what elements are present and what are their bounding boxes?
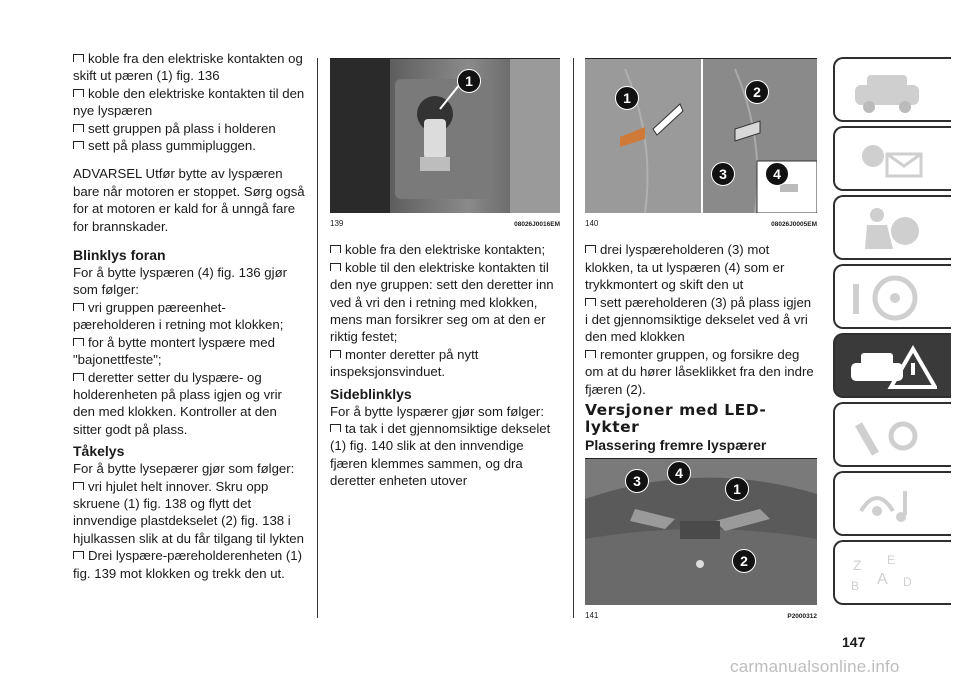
list-item: ta tak i det gjennomsiktige dekselet (1) fig. 140 slik at den innvendige fjæren klemmes sammen, og dra deretter enheten utover	[330, 421, 551, 489]
callout-4: 4	[765, 162, 789, 186]
list-item: drei lyspæreholderen (3) mot klokken, ta ut lyspæren (4) som er trykkmontert og skift den ut	[585, 242, 785, 293]
callout-1: 1	[725, 477, 749, 501]
figure-code: 08026J0005EM	[771, 221, 817, 228]
list-item: koble til den elektriske kontakten til den nye gruppen: sett den deretter inn ved å vri den i retning med klokken, mens man forsikrer seg om at den er riktig festet;	[330, 259, 554, 345]
callout-1: 1	[457, 69, 481, 93]
svg-text:D: D	[903, 575, 912, 589]
tab-warning-lights[interactable]	[833, 126, 951, 191]
callout-3: 3	[711, 162, 735, 186]
list-item: for å bytte montert lyspære med "bajonettfeste";	[73, 334, 275, 368]
figure-caption	[330, 215, 560, 233]
list-item: koble fra den elektriske kontakten;	[330, 241, 560, 258]
car-breakdown-warning-icon	[847, 343, 937, 391]
column-divider	[317, 58, 318, 618]
warning-light-message-icon	[847, 136, 937, 184]
svg-text:A: A	[877, 571, 888, 588]
list-item: Drei lyspære-pæreholderenheten (1) fig. 139 mot klokken og trekk den ut.	[73, 548, 303, 581]
callout-3: 3	[625, 469, 649, 493]
figure-caption	[585, 215, 817, 233]
heading-sideblinklys: Sideblinklys	[330, 385, 412, 402]
figure-caption	[585, 607, 817, 625]
heading-blinklys-foran: Blinklys foran	[73, 247, 166, 264]
tab-safety[interactable]	[833, 195, 951, 260]
svg-text:E: E	[887, 553, 896, 567]
list-item: vri gruppen pæreenhet-pæreholderen i retning mot klokken;	[73, 299, 284, 333]
alphabetical-index-icon	[847, 550, 937, 598]
list-item: sett på plass gummipluggen.	[73, 137, 305, 154]
column-divider	[573, 58, 574, 618]
paragraph: For å bytte lysepærer gjør som følger:	[73, 461, 295, 477]
maintenance-tools-icon	[847, 412, 937, 460]
list-item: monter deretter på nytt inspeksjonsvinduet.	[330, 346, 479, 380]
airbag-safety-icon	[847, 205, 937, 253]
figure-code: 08026J0016EM	[514, 221, 560, 228]
tab-starting-driving[interactable]	[833, 264, 951, 329]
figure-number: 139	[330, 219, 344, 228]
warning-text: ADVARSEL Utfør bytte av lyspæren bare når motoren er stoppet. Sørg også for at motoren er kald for å unngå fare for brannskader.	[73, 166, 305, 234]
list-item: koble den elektriske kontakten til den nye lyspæren	[73, 85, 305, 119]
callout-1: 1	[615, 86, 639, 110]
chapter-tabs	[833, 57, 951, 609]
paragraph: For å bytte lyspærer gjør som følger:	[330, 403, 544, 419]
column-1	[73, 50, 305, 582]
tab-maintenance[interactable]	[833, 402, 951, 467]
callout-2: 2	[732, 549, 756, 573]
svg-text:Z: Z	[853, 557, 862, 573]
tab-index[interactable]	[833, 540, 951, 605]
figure-code: P2000312	[787, 613, 817, 621]
list-item: sett pæreholderen (3) på plass igjen i det gjennomsiktige dekselet ved å vri den med klokken	[585, 294, 812, 345]
figure-number: 141	[585, 611, 599, 621]
list-item: remonter gruppen, og forsikre deg om at du hører låseklikket fra den indre fjæren (2).	[585, 346, 814, 397]
figure-139	[330, 58, 560, 213]
fig139-illustration	[330, 59, 560, 213]
fig141-illustration	[585, 459, 817, 605]
steering-key-icon	[847, 274, 937, 322]
svg-text:B: B	[851, 579, 860, 593]
column-3	[585, 58, 817, 633]
multimedia-icon	[847, 481, 937, 529]
watermark: carmanualsonline.info	[730, 657, 900, 676]
list-item: deretter setter du lyspære- og holderenheten på plass igjen og vrir den med klokken. Kontroller at den sitter godt på plass.	[73, 369, 282, 437]
tab-multimedia[interactable]	[833, 471, 951, 536]
callout-2: 2	[745, 80, 769, 104]
tab-emergency[interactable]	[833, 333, 951, 398]
tab-dashboard[interactable]	[833, 57, 951, 122]
list-item: vri hjulet helt innover. Skru opp skruene (1) fig. 138 og flytt det innvendige plastdekselet (2) fig. 138 i hjulkassen slik at du får tilgang til lykten	[73, 478, 304, 546]
list-item: sett gruppen på plass i holderen	[73, 120, 305, 137]
car-dashboard-icon	[847, 67, 937, 115]
column-2	[330, 58, 560, 490]
list-item: koble fra den elektriske kontakten og skift ut pæren (1) fig. 136	[73, 51, 303, 84]
figure-141	[585, 458, 817, 605]
callout-4: 4	[667, 461, 691, 485]
page-number: 147	[842, 634, 866, 650]
figure-140	[585, 58, 817, 213]
heading-plassering: Plassering fremre lyspærer	[585, 437, 767, 454]
heading-versjoner-led: Versjoner med LED-lykter	[585, 401, 767, 437]
figure-number: 140	[585, 219, 599, 228]
fig140-illustration	[585, 59, 817, 213]
heading-takelys: Tåkelys	[73, 443, 125, 460]
paragraph: For å bytte lyspæren (4) fig. 136 gjør som følger:	[73, 265, 288, 298]
